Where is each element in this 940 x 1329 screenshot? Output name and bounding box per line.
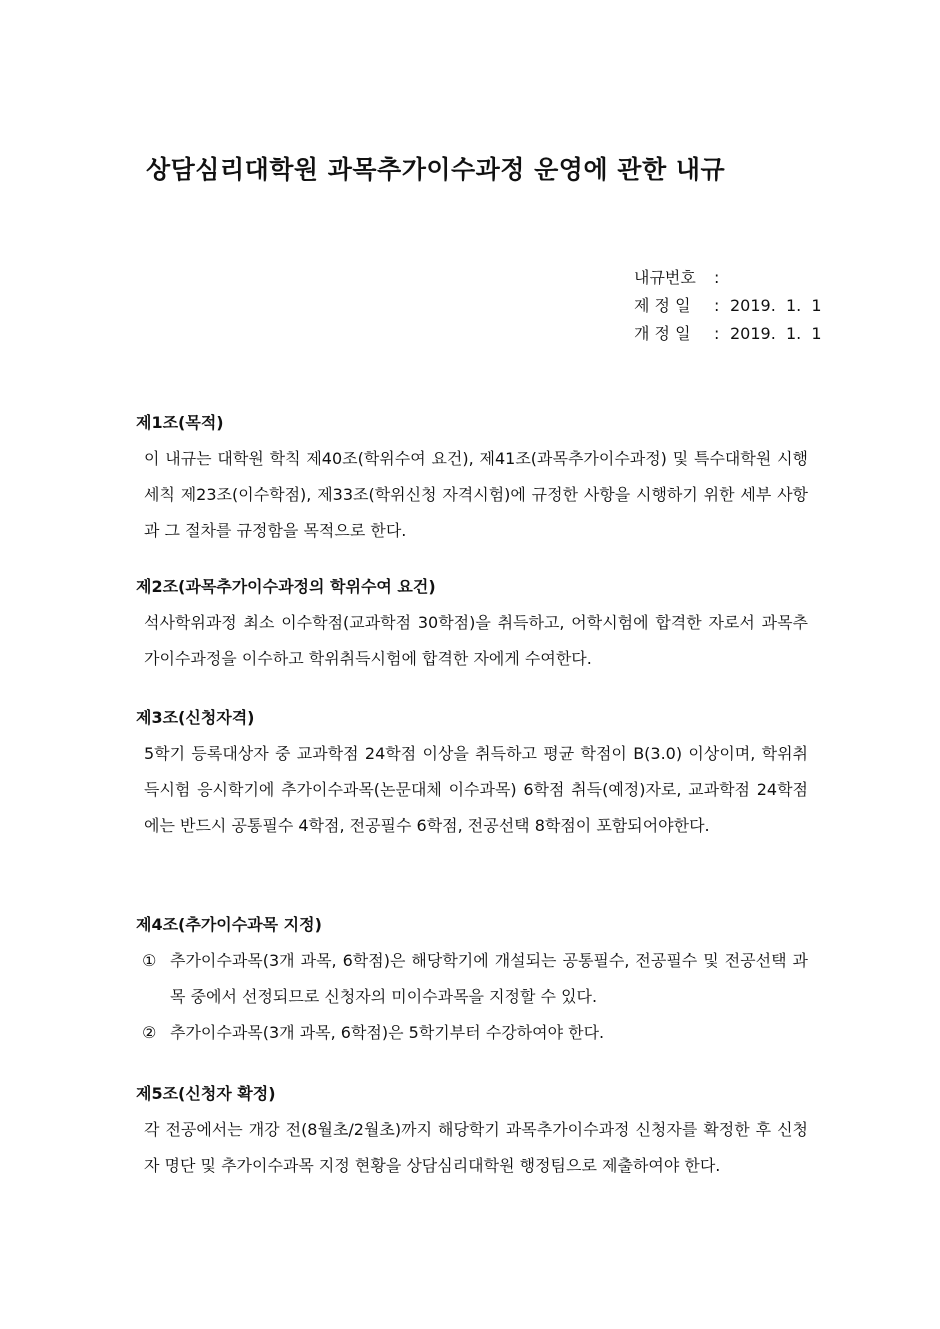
article-2 xyxy=(136,575,808,677)
meta-label: 제 정 일 xyxy=(634,296,691,315)
article-4 xyxy=(136,913,808,1051)
article-body: 이 내규는 대학원 학칙 제40조(학위수여 요건), 제41조(과목추가이수과정) 및 특수대학원 시행세칙 제23조(이수학점), 제33조(학위신청 자격시험)에 규정한 사항을 시행하기 위한 세부 사항과 그 절차를 규정함을 목적으로 한다. xyxy=(144,449,808,540)
meta-colon: : xyxy=(714,296,720,315)
article-body: 각 전공에서는 개강 전(8월초/2월초)까지 해당학기 과목추가이수과정 신청자를 확정한 후 신청자 명단 및 추가이수과목 지정 현황을 상담심리대학원 행정팀으로 제출하여야 한다. xyxy=(144,1120,808,1175)
page-title: 상담심리대학원 과목추가이수과정 운영에 관한 내규 xyxy=(146,155,726,184)
article-heading: 제1조(목적) xyxy=(136,413,224,432)
article-body: 5학기 등록대상자 중 교과학점 24학점 이상을 취득하고 평균 학점이 B(3.0) 이상이며, 학위취득시험 응시학기에 추가이수과목(논문대체 이수과목) 6학점 취득(예정)자로, 교과학점 24학점에는 반드시 공통필수 4학점, 전공필수 6학점, 전공선택 8학점이 포함되어야한다. xyxy=(144,744,808,835)
article-body: 석사학위과정 최소 이수학점(교과학점 30학점)을 취득하고, 어학시험에 합격한 자로서 과목추가이수과정을 이수하고 학위취득시험에 합격한 자에게 수여한다. xyxy=(144,613,808,668)
article-heading: 제5조(신청자 확정) xyxy=(136,1084,276,1103)
meta-value: 2019. 1. 1 xyxy=(730,296,822,315)
article-5 xyxy=(136,1082,808,1184)
meta-label: 내규번호 xyxy=(634,268,696,287)
list-item xyxy=(142,1015,808,1051)
list-marker: ① xyxy=(142,951,157,970)
regulation-meta xyxy=(634,264,822,348)
article-1 xyxy=(136,411,808,549)
meta-row-number xyxy=(634,264,822,292)
meta-colon: : xyxy=(714,268,720,287)
list-item-text: 추가이수과목(3개 과목, 6학점)은 5학기부터 수강하여야 한다. xyxy=(170,1023,605,1042)
list-item-text: 추가이수과목(3개 과목, 6학점)은 해당학기에 개설되는 공통필수, 전공필수 및 전공선택 과목 중에서 선정되므로 신청자의 미이수과목을 지정할 수 있다. xyxy=(170,951,808,1006)
article-heading: 제3조(신청자격) xyxy=(136,708,255,727)
meta-row-enacted xyxy=(634,292,822,320)
meta-row-revised xyxy=(634,320,822,348)
article-3 xyxy=(136,706,808,844)
article-heading: 제2조(과목추가이수과정의 학위수여 요건) xyxy=(136,577,436,596)
list-item xyxy=(142,943,808,1015)
meta-value: 2019. 1. 1 xyxy=(730,324,822,343)
meta-label: 개 정 일 xyxy=(634,324,691,343)
article-heading: 제4조(추가이수과목 지정) xyxy=(136,915,322,934)
meta-colon: : xyxy=(714,324,720,343)
list-marker: ② xyxy=(142,1023,157,1042)
